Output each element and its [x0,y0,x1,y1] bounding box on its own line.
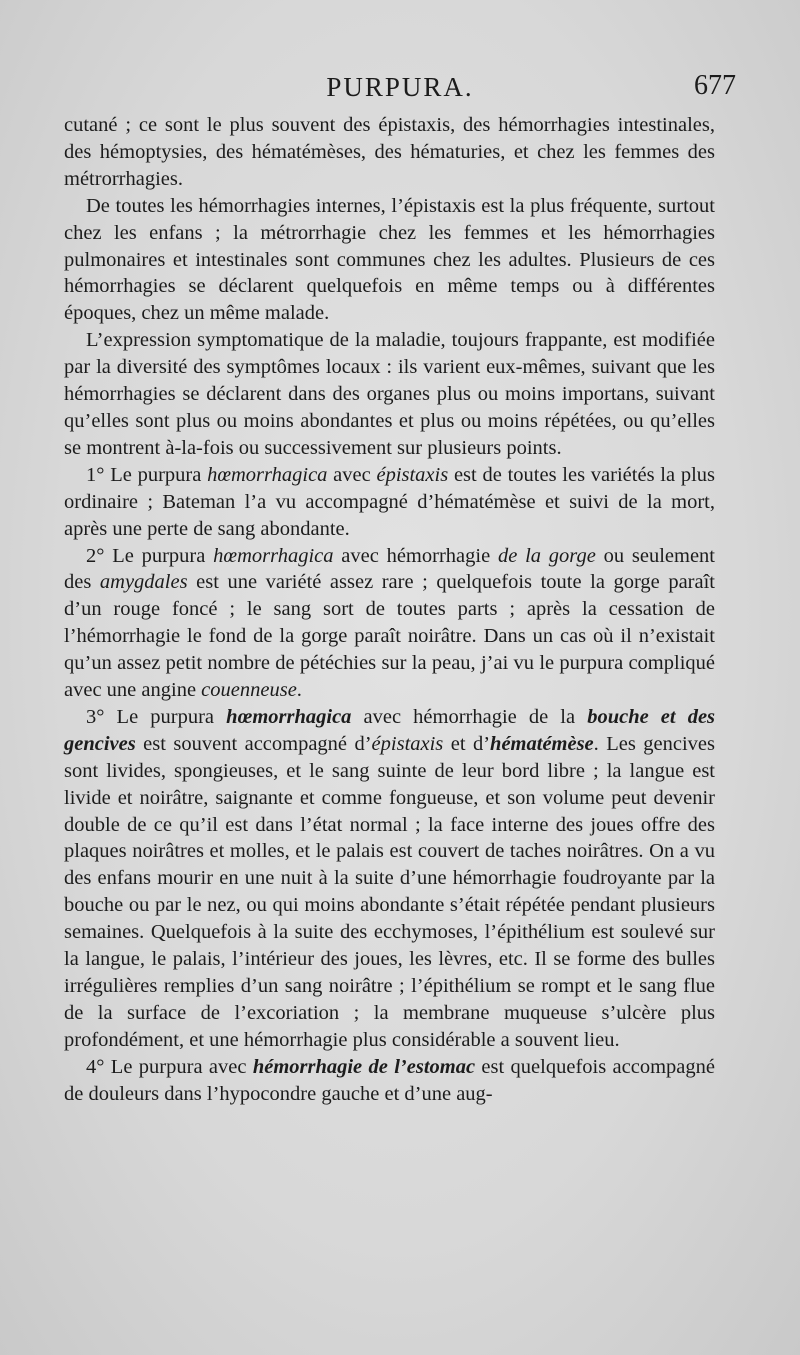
item-mouth-gums: 3° Le purpura hœmorrhagica avec hémorrhagie de la bouche et des gencives est souvent accompagné d’épistaxis et d’hématémèse. Les gencives sont livides, spongieuses, et le sang suinte de leur bord libre ; la langue est livide et noirâtre, saignante et comme fongueuse, et son volume peut devenir double de ce qu’il est dans l’état normal ; la face interne des joues offre des plaques noirâtres et molles, et le palais est couvert de taches noirâtres. On a vu des enfans mourir en une nuit à la suite d’une hémorrhagie foudroyante par la bouche ou par le nez, ou qui moins abondante s’était répétée pendant plusieurs semaines. Quelquefois à la suite des ecchymoses, l’épithélium est soulevé sur la langue, le palais, l’intérieur des joues, les lèvres, etc. Il se forme des bulles irrégulières remplies d’un sang noirâtre ; l’épithélium se rompt et le sang flue de la surface de l’excoriation ; la membrane muqueuse s’ulcère plus profondément, et une hémorrhagie plus considérable a souvent lieu. [64,705,716,1051]
item-number: 2° [86,544,105,567]
italic-term: épistaxis [371,732,444,755]
item-epistaxis: 1° Le purpura hœmorrhagica avec épistaxis est de toutes les variétés la plus ordinaire ; Bateman l’a vu accompagné d’hématémèse et suivi de la mort, après une perte de sang abondante. [64,463,716,540]
italic-term: épistaxis [376,463,449,486]
item-number: 4° [86,1055,105,1078]
italic-term: hématémèse [490,732,594,755]
page-number: 677 [694,70,736,101]
paragraph-internal-hemorrhages: De toutes les hémorrhagies internes, l’épistaxis est la plus fréquente, surtout chez les enfans ; la métrorrhagie chez les femmes et les hémorrhagies pulmonaires et intestinales sont communes chez les adultes. Plusieurs de ces hémorrhagies se déclarent quelquefois en même temps ou à différentes époques, chez un même malade. [64,194,715,325]
body-text [64,112,715,1108]
paragraph-continuation: cutané ; ce sont le plus souvent des épistaxis, des hémorrhagies intestinales, des hémoptysies, des hématémèses, des hématuries, et chez les femmes des métrorrhagies. [64,114,715,190]
italic-term: hémorrhagie de l’estomac [252,1055,476,1078]
item-stomach: 4° Le purpura avec hémorrhagie de l’estomac est quelquefois accompagné de douleurs dans l’hypocondre gauche et d’une aug- [64,1055,715,1105]
paragraph-symptomatic-expression: L’expression symptomatique de la maladie, toujours frappante, est modifiée par la diversité des symptômes locaux : ils varient eux-mêmes, suivant que les hémorrhagies se déclarent dans des organes plus ou moins importans, suivant qu’elles sont plus ou moins abondantes et plus ou moins répétées, ou qu’elles se montrent à-la-fois ou successivement sur plusieurs points. [64,329,715,459]
italic-term: hœmorrhagica [226,705,352,728]
item-number: 3° [86,705,105,728]
italic-term: de la gorge [497,544,596,567]
italic-term: amygdales [99,571,188,594]
italic-term: hœmorrhagica [207,463,328,486]
item-number: 1° [86,463,105,486]
item-throat: 2° Le purpura hœmorrhagica avec hémorrhagie de la gorge ou seulement des amygdales est une variété assez rare ; quelquefois toute la gorge paraît d’un rouge foncé ; le sang sort de toutes parts ; après la cessation de l’hémorrhagie le fond de la gorge paraît noirâtre. Dans un cas où il n’existait qu’un assez petit nombre de pétéchies sur la peau, j’ai vu le purpura compliqué avec une angine couenneuse. [64,544,716,702]
running-head: PURPURA. [326,72,474,102]
page-header [64,68,736,108]
italic-term: hœmorrhagica [213,544,334,567]
italic-term: bouche et des gencives [64,705,716,755]
italic-term: couenneuse [201,679,297,702]
